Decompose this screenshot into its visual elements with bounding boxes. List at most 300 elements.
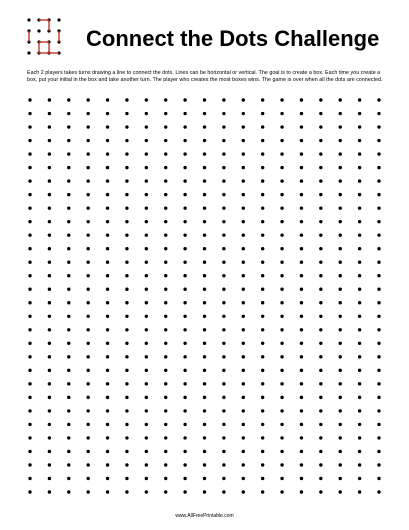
grid-dot[interactable] <box>183 490 186 493</box>
grid-dot[interactable] <box>67 409 70 412</box>
grid-dot[interactable] <box>242 382 245 385</box>
grid-dot[interactable] <box>48 98 51 101</box>
grid-dot[interactable] <box>86 450 89 453</box>
grid-dot[interactable] <box>164 247 167 250</box>
grid-dot[interactable] <box>145 369 148 372</box>
grid-dot[interactable] <box>106 125 109 128</box>
grid-dot[interactable] <box>242 328 245 331</box>
grid-dot[interactable] <box>67 382 70 385</box>
grid-dot[interactable] <box>358 450 361 453</box>
grid-dot[interactable] <box>300 328 303 331</box>
grid-dot[interactable] <box>261 139 264 142</box>
grid-dot[interactable] <box>261 179 264 182</box>
grid-dot[interactable] <box>222 409 225 412</box>
grid-dot[interactable] <box>300 490 303 493</box>
grid-dot[interactable] <box>86 382 89 385</box>
grid-dot[interactable] <box>125 220 128 223</box>
grid-dot[interactable] <box>67 288 70 291</box>
grid-dot[interactable] <box>48 233 51 236</box>
grid-dot[interactable] <box>280 152 283 155</box>
grid-dot[interactable] <box>242 139 245 142</box>
grid-dot[interactable] <box>377 355 380 358</box>
grid-dot[interactable] <box>203 206 206 209</box>
grid-dot[interactable] <box>261 436 264 439</box>
grid-dot[interactable] <box>339 220 342 223</box>
grid-dot[interactable] <box>280 423 283 426</box>
grid-dot[interactable] <box>183 450 186 453</box>
grid-dot[interactable] <box>377 125 380 128</box>
grid-dot[interactable] <box>86 193 89 196</box>
grid-dot[interactable] <box>67 152 70 155</box>
grid-dot[interactable] <box>300 396 303 399</box>
grid-dot[interactable] <box>203 342 206 345</box>
grid-dot[interactable] <box>377 436 380 439</box>
grid-dot[interactable] <box>203 450 206 453</box>
grid-dot[interactable] <box>377 409 380 412</box>
grid-dot[interactable] <box>222 328 225 331</box>
grid-dot[interactable] <box>222 288 225 291</box>
grid-dot[interactable] <box>48 450 51 453</box>
grid-dot[interactable] <box>242 166 245 169</box>
grid-dot[interactable] <box>300 98 303 101</box>
grid-dot[interactable] <box>145 355 148 358</box>
grid-dot[interactable] <box>48 166 51 169</box>
grid-dot[interactable] <box>222 369 225 372</box>
grid-dot[interactable] <box>339 382 342 385</box>
grid-dot[interactable] <box>28 288 31 291</box>
grid-dot[interactable] <box>300 463 303 466</box>
grid-dot[interactable] <box>86 274 89 277</box>
grid-dot[interactable] <box>242 261 245 264</box>
grid-dot[interactable] <box>28 206 31 209</box>
grid-dot[interactable] <box>319 355 322 358</box>
grid-dot[interactable] <box>300 233 303 236</box>
grid-dot[interactable] <box>358 409 361 412</box>
grid-dot[interactable] <box>339 436 342 439</box>
grid-dot[interactable] <box>377 220 380 223</box>
grid-dot[interactable] <box>48 193 51 196</box>
grid-dot[interactable] <box>48 139 51 142</box>
grid-dot[interactable] <box>222 179 225 182</box>
grid-dot[interactable] <box>86 355 89 358</box>
grid-dot[interactable] <box>358 463 361 466</box>
grid-dot[interactable] <box>280 409 283 412</box>
grid-dot[interactable] <box>300 220 303 223</box>
grid-dot[interactable] <box>319 423 322 426</box>
grid-dot[interactable] <box>280 139 283 142</box>
grid-dot[interactable] <box>222 152 225 155</box>
grid-dot[interactable] <box>242 98 245 101</box>
grid-dot[interactable] <box>242 220 245 223</box>
grid-dot[interactable] <box>339 125 342 128</box>
grid-dot[interactable] <box>203 261 206 264</box>
grid-dot[interactable] <box>339 247 342 250</box>
grid-dot[interactable] <box>300 125 303 128</box>
grid-dot[interactable] <box>183 233 186 236</box>
grid-dot[interactable] <box>164 477 167 480</box>
grid-dot[interactable] <box>300 409 303 412</box>
grid-dot[interactable] <box>242 396 245 399</box>
grid-dot[interactable] <box>358 261 361 264</box>
grid-dot[interactable] <box>203 152 206 155</box>
grid-dot[interactable] <box>261 423 264 426</box>
grid-dot[interactable] <box>106 423 109 426</box>
grid-dot[interactable] <box>106 342 109 345</box>
grid-dot[interactable] <box>203 477 206 480</box>
grid-dot[interactable] <box>377 98 380 101</box>
grid-dot[interactable] <box>300 423 303 426</box>
grid-dot[interactable] <box>280 179 283 182</box>
grid-dot[interactable] <box>261 477 264 480</box>
grid-dot[interactable] <box>48 301 51 304</box>
grid-dot[interactable] <box>86 166 89 169</box>
grid-dot[interactable] <box>339 463 342 466</box>
grid-dot[interactable] <box>145 328 148 331</box>
grid-dot[interactable] <box>377 193 380 196</box>
grid-dot[interactable] <box>145 261 148 264</box>
grid-dot[interactable] <box>280 206 283 209</box>
grid-dot[interactable] <box>280 98 283 101</box>
grid-dot[interactable] <box>164 152 167 155</box>
grid-dot[interactable] <box>183 355 186 358</box>
grid-dot[interactable] <box>28 342 31 345</box>
grid-dot[interactable] <box>164 98 167 101</box>
grid-dot[interactable] <box>377 247 380 250</box>
grid-dot[interactable] <box>358 98 361 101</box>
grid-dot[interactable] <box>242 233 245 236</box>
grid-dot[interactable] <box>67 193 70 196</box>
grid-dot[interactable] <box>203 369 206 372</box>
grid-dot[interactable] <box>86 261 89 264</box>
grid-dot[interactable] <box>358 342 361 345</box>
grid-dot[interactable] <box>28 369 31 372</box>
grid-dot[interactable] <box>106 436 109 439</box>
grid-dot[interactable] <box>280 396 283 399</box>
grid-dot[interactable] <box>280 261 283 264</box>
grid-dot[interactable] <box>280 112 283 115</box>
grid-dot[interactable] <box>358 328 361 331</box>
grid-dot[interactable] <box>319 382 322 385</box>
grid-dot[interactable] <box>48 315 51 318</box>
grid-dot[interactable] <box>300 274 303 277</box>
grid-dot[interactable] <box>28 315 31 318</box>
grid-dot[interactable] <box>183 369 186 372</box>
grid-dot[interactable] <box>145 193 148 196</box>
grid-dot[interactable] <box>319 233 322 236</box>
grid-dot[interactable] <box>145 301 148 304</box>
grid-dot[interactable] <box>203 139 206 142</box>
grid-dot[interactable] <box>300 193 303 196</box>
grid-dot[interactable] <box>377 477 380 480</box>
grid-dot[interactable] <box>183 193 186 196</box>
grid-dot[interactable] <box>106 274 109 277</box>
grid-dot[interactable] <box>203 220 206 223</box>
grid-dot[interactable] <box>164 301 167 304</box>
grid-dot[interactable] <box>106 152 109 155</box>
grid-dot[interactable] <box>125 206 128 209</box>
grid-dot[interactable] <box>164 436 167 439</box>
grid-dot[interactable] <box>125 98 128 101</box>
grid-dot[interactable] <box>280 369 283 372</box>
grid-dot[interactable] <box>125 450 128 453</box>
grid-dot[interactable] <box>125 152 128 155</box>
grid-dot[interactable] <box>261 355 264 358</box>
grid-dot[interactable] <box>300 139 303 142</box>
grid-dot[interactable] <box>280 490 283 493</box>
grid-dot[interactable] <box>339 193 342 196</box>
grid-dot[interactable] <box>86 369 89 372</box>
grid-dot[interactable] <box>280 342 283 345</box>
grid-dot[interactable] <box>86 436 89 439</box>
grid-dot[interactable] <box>86 152 89 155</box>
grid-dot[interactable] <box>261 152 264 155</box>
grid-dot[interactable] <box>145 233 148 236</box>
grid-dot[interactable] <box>300 315 303 318</box>
grid-dot[interactable] <box>67 463 70 466</box>
grid-dot[interactable] <box>222 396 225 399</box>
grid-dot[interactable] <box>67 436 70 439</box>
grid-dot[interactable] <box>48 288 51 291</box>
grid-dot[interactable] <box>300 247 303 250</box>
grid-dot[interactable] <box>339 274 342 277</box>
grid-dot[interactable] <box>67 315 70 318</box>
grid-dot[interactable] <box>300 152 303 155</box>
grid-dot[interactable] <box>164 179 167 182</box>
grid-dot[interactable] <box>222 315 225 318</box>
grid-dot[interactable] <box>280 193 283 196</box>
grid-dot[interactable] <box>377 179 380 182</box>
grid-dot[interactable] <box>377 301 380 304</box>
grid-dot[interactable] <box>67 166 70 169</box>
grid-dot[interactable] <box>358 436 361 439</box>
grid-dot[interactable] <box>222 139 225 142</box>
grid-dot[interactable] <box>222 112 225 115</box>
grid-dot[interactable] <box>48 328 51 331</box>
grid-dot[interactable] <box>164 193 167 196</box>
grid-dot[interactable] <box>145 382 148 385</box>
grid-dot[interactable] <box>203 98 206 101</box>
grid-dot[interactable] <box>203 328 206 331</box>
grid-dot[interactable] <box>339 409 342 412</box>
grid-dot[interactable] <box>28 179 31 182</box>
grid-dot[interactable] <box>164 382 167 385</box>
grid-dot[interactable] <box>339 112 342 115</box>
grid-dot[interactable] <box>377 274 380 277</box>
grid-dot[interactable] <box>125 342 128 345</box>
grid-dot[interactable] <box>319 152 322 155</box>
grid-dot[interactable] <box>164 125 167 128</box>
grid-dot[interactable] <box>106 301 109 304</box>
grid-dot[interactable] <box>28 98 31 101</box>
grid-dot[interactable] <box>300 288 303 291</box>
grid-dot[interactable] <box>203 274 206 277</box>
grid-dot[interactable] <box>86 490 89 493</box>
grid-dot[interactable] <box>125 179 128 182</box>
grid-dot[interactable] <box>86 342 89 345</box>
grid-dot[interactable] <box>222 423 225 426</box>
grid-dot[interactable] <box>183 328 186 331</box>
grid-dot[interactable] <box>280 328 283 331</box>
grid-dot[interactable] <box>261 206 264 209</box>
grid-dot[interactable] <box>86 125 89 128</box>
grid-dot[interactable] <box>358 288 361 291</box>
grid-dot[interactable] <box>125 193 128 196</box>
grid-dot[interactable] <box>222 247 225 250</box>
grid-dot[interactable] <box>164 112 167 115</box>
grid-dot[interactable] <box>319 288 322 291</box>
grid-dot[interactable] <box>203 423 206 426</box>
grid-dot[interactable] <box>358 490 361 493</box>
grid-dot[interactable] <box>67 98 70 101</box>
grid-dot[interactable] <box>242 179 245 182</box>
grid-dot[interactable] <box>261 193 264 196</box>
grid-dot[interactable] <box>183 315 186 318</box>
grid-dot[interactable] <box>125 477 128 480</box>
grid-dot[interactable] <box>28 112 31 115</box>
grid-dot[interactable] <box>28 193 31 196</box>
grid-dot[interactable] <box>145 450 148 453</box>
grid-dot[interactable] <box>145 396 148 399</box>
grid-dot[interactable] <box>377 261 380 264</box>
grid-dot[interactable] <box>125 301 128 304</box>
grid-dot[interactable] <box>261 125 264 128</box>
grid-dot[interactable] <box>145 247 148 250</box>
grid-dot[interactable] <box>222 490 225 493</box>
grid-dot[interactable] <box>339 233 342 236</box>
grid-dot[interactable] <box>183 261 186 264</box>
grid-dot[interactable] <box>222 261 225 264</box>
grid-dot[interactable] <box>377 139 380 142</box>
grid-dot[interactable] <box>28 423 31 426</box>
grid-dot[interactable] <box>339 450 342 453</box>
grid-dot[interactable] <box>125 328 128 331</box>
grid-dot[interactable] <box>280 233 283 236</box>
grid-dot[interactable] <box>319 179 322 182</box>
grid-dot[interactable] <box>358 193 361 196</box>
grid-dot[interactable] <box>222 463 225 466</box>
grid-dot[interactable] <box>106 328 109 331</box>
grid-dot[interactable] <box>106 206 109 209</box>
grid-dot[interactable] <box>67 179 70 182</box>
grid-dot[interactable] <box>242 463 245 466</box>
grid-dot[interactable] <box>28 436 31 439</box>
grid-dot[interactable] <box>339 490 342 493</box>
grid-dot[interactable] <box>125 247 128 250</box>
grid-dot[interactable] <box>106 369 109 372</box>
grid-dot[interactable] <box>183 179 186 182</box>
grid-dot[interactable] <box>67 450 70 453</box>
grid-dot[interactable] <box>145 220 148 223</box>
grid-dot[interactable] <box>86 409 89 412</box>
grid-dot[interactable] <box>319 396 322 399</box>
grid-dot[interactable] <box>145 139 148 142</box>
grid-dot[interactable] <box>125 166 128 169</box>
grid-dot[interactable] <box>358 396 361 399</box>
grid-dot[interactable] <box>48 477 51 480</box>
grid-dot[interactable] <box>339 477 342 480</box>
grid-dot[interactable] <box>145 112 148 115</box>
grid-dot[interactable] <box>319 206 322 209</box>
grid-dot[interactable] <box>300 179 303 182</box>
grid-dot[interactable] <box>48 382 51 385</box>
grid-dot[interactable] <box>67 490 70 493</box>
grid-dot[interactable] <box>106 247 109 250</box>
grid-dot[interactable] <box>261 450 264 453</box>
grid-dot[interactable] <box>242 247 245 250</box>
grid-dot[interactable] <box>145 288 148 291</box>
grid-dot[interactable] <box>300 355 303 358</box>
grid-dot[interactable] <box>377 490 380 493</box>
grid-dot[interactable] <box>164 220 167 223</box>
grid-dot[interactable] <box>125 355 128 358</box>
grid-dot[interactable] <box>28 274 31 277</box>
grid-dot[interactable] <box>183 206 186 209</box>
grid-dot[interactable] <box>339 98 342 101</box>
grid-dot[interactable] <box>145 477 148 480</box>
grid-dot[interactable] <box>261 369 264 372</box>
grid-dot[interactable] <box>261 342 264 345</box>
grid-dot[interactable] <box>358 369 361 372</box>
grid-dot[interactable] <box>377 396 380 399</box>
grid-dot[interactable] <box>339 355 342 358</box>
grid-dot[interactable] <box>203 315 206 318</box>
grid-dot[interactable] <box>145 463 148 466</box>
grid-dot[interactable] <box>164 463 167 466</box>
grid-dot[interactable] <box>125 409 128 412</box>
grid-dot[interactable] <box>86 247 89 250</box>
grid-dot[interactable] <box>164 450 167 453</box>
grid-dot[interactable] <box>86 315 89 318</box>
grid-dot[interactable] <box>222 274 225 277</box>
grid-dot[interactable] <box>339 152 342 155</box>
grid-dot[interactable] <box>261 301 264 304</box>
grid-dot[interactable] <box>319 125 322 128</box>
grid-dot[interactable] <box>28 301 31 304</box>
grid-dot[interactable] <box>183 423 186 426</box>
grid-dot[interactable] <box>164 355 167 358</box>
grid-dot[interactable] <box>377 423 380 426</box>
grid-dot[interactable] <box>183 288 186 291</box>
grid-dot[interactable] <box>164 409 167 412</box>
grid-dot[interactable] <box>280 477 283 480</box>
grid-dot[interactable] <box>164 288 167 291</box>
grid-dot[interactable] <box>377 315 380 318</box>
grid-dot[interactable] <box>242 423 245 426</box>
grid-dot[interactable] <box>358 125 361 128</box>
grid-dot[interactable] <box>28 328 31 331</box>
grid-dot[interactable] <box>28 382 31 385</box>
grid-dot[interactable] <box>183 301 186 304</box>
grid-dot[interactable] <box>106 396 109 399</box>
grid-dot[interactable] <box>319 463 322 466</box>
grid-dot[interactable] <box>106 220 109 223</box>
grid-dot[interactable] <box>319 193 322 196</box>
grid-dot[interactable] <box>183 247 186 250</box>
grid-dot[interactable] <box>106 261 109 264</box>
grid-dot[interactable] <box>358 206 361 209</box>
grid-dot[interactable] <box>86 220 89 223</box>
grid-dot[interactable] <box>280 247 283 250</box>
grid-dot[interactable] <box>67 342 70 345</box>
grid-dot[interactable] <box>377 382 380 385</box>
grid-dot[interactable] <box>222 477 225 480</box>
grid-dot[interactable] <box>203 125 206 128</box>
grid-dot[interactable] <box>28 477 31 480</box>
grid-dot[interactable] <box>67 220 70 223</box>
grid-dot[interactable] <box>106 98 109 101</box>
grid-dot[interactable] <box>339 342 342 345</box>
grid-dot[interactable] <box>280 450 283 453</box>
